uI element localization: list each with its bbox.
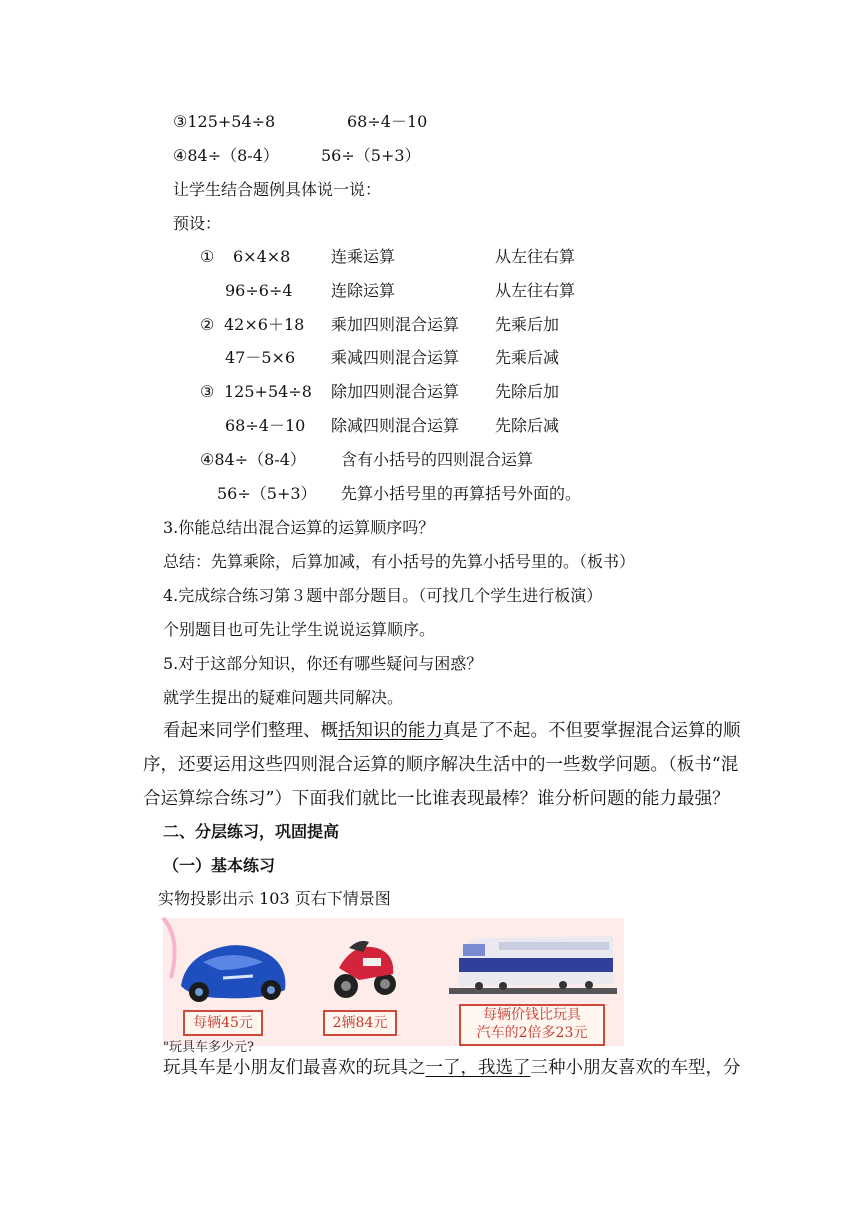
row1-type: 连乘运算	[331, 247, 396, 266]
row4-expr: 47－5×6	[225, 348, 296, 367]
instruction-line: 让学生结合题例具体说一说：	[173, 180, 382, 199]
train-price-label	[459, 1004, 605, 1046]
row4-rule: 先乘后减	[495, 348, 560, 367]
last-text-c: 三种小朋友喜欢的车型，分	[530, 1058, 741, 1078]
row6-expr: 68÷4－10	[225, 416, 306, 435]
paragraph-line-2: 序，还要运用这些四则混合运算的顺序解决生活中的一些数学问题。（板书“混	[143, 755, 739, 775]
toy-car-figure	[163, 918, 624, 1055]
question-3: 3.你能总结出混合运算的运算顺序吗？	[163, 518, 435, 537]
question-4-note: 个别题目也可先让学生说说运算顺序。	[163, 620, 436, 639]
row5-num: ③	[200, 382, 215, 401]
row3-rule: 先乘后加	[495, 315, 560, 334]
last-line	[163, 1057, 741, 1079]
section-heading: 二、分层练习，巩固提高	[163, 822, 340, 841]
row2-expr: 96÷6÷4	[225, 281, 293, 300]
row1-rule: 从左往右算	[495, 247, 576, 266]
row5-rule: 先除后加	[495, 382, 560, 401]
para-text-a: 看起来同学们整理、概	[163, 721, 338, 741]
row8-desc: 先算小括号里的再算括号外面的。	[341, 484, 582, 503]
row7-expr: ④84÷（8-4）	[200, 450, 306, 469]
race-car-icon	[181, 945, 285, 1002]
train-icon	[449, 936, 617, 994]
question-5-note: 就学生提出的疑难问题共同解决。	[163, 688, 404, 707]
last-underlined: 一了，我选了	[425, 1058, 531, 1078]
row6-type: 除减四则混合运算	[331, 416, 460, 435]
para-text-c: 真是了不起。不但要掌握混合运算的顺	[443, 721, 741, 741]
train-label-line-1: 每辆价钱比玩具	[483, 1007, 581, 1023]
row1-expr: 6×4×8	[233, 247, 291, 266]
row8-expr: 56÷（5+3）	[217, 484, 317, 503]
row3-num: ②	[200, 315, 215, 334]
preset-label: 预设：	[173, 214, 222, 233]
motorcycle-price-label: 2辆84元	[323, 1010, 397, 1036]
car-price-label: 每辆45元	[183, 1010, 263, 1036]
motorcycle-icon	[334, 941, 396, 998]
question-4: 4.完成综合练习第３题中部分题目。（可找几个学生进行板演）	[163, 586, 603, 605]
row5-type: 除加四则混合运算	[331, 382, 460, 401]
row2-type: 连除运算	[331, 281, 396, 300]
expr-4-b: 56÷（5+3）	[321, 146, 421, 165]
paragraph-line-3: 合运算综合练习”）下面我们就比一比谁表现最棒？谁分析问题的能力最强？	[143, 789, 730, 809]
row1-num: ①	[200, 247, 215, 266]
expr-3-a: ③125+54÷8	[173, 112, 276, 131]
expr-3-b: 68÷4－10	[347, 112, 428, 131]
row3-expr: 42×6＋18	[224, 315, 305, 334]
last-text-a: 玩具车是小朋友们最喜欢的玩具之	[163, 1058, 426, 1078]
row5-expr: 125+54÷8	[224, 382, 312, 401]
expr-4-a: ④84÷（8-4）	[173, 146, 279, 165]
row4-type: 乘减四则混合运算	[331, 348, 460, 367]
question-5: 5.对于这部分知识，你还有哪些疑问与困惑？	[163, 654, 483, 673]
row7-desc: 含有小括号的四则混合运算	[341, 450, 534, 469]
row6-rule: 先除后减	[495, 416, 560, 435]
train-label-line-2: 汽车的2倍多23元	[476, 1025, 588, 1041]
paragraph-line-1	[163, 720, 741, 742]
para-underlined: 括知识的能力	[338, 721, 443, 741]
subsection-heading: （一）基本练习	[163, 856, 276, 875]
row3-type: 乘加四则混合运算	[331, 315, 460, 334]
summary-line: 总结：先算乘除，后算加减，有小括号的先算小括号里的。（板书）	[163, 552, 636, 571]
cropped-question-text: "玩具车多少元?	[163, 1040, 254, 1055]
row2-rule: 从左往右算	[495, 281, 576, 300]
figure-intro: 实物投影出示 103 页右下情景图	[158, 889, 391, 908]
